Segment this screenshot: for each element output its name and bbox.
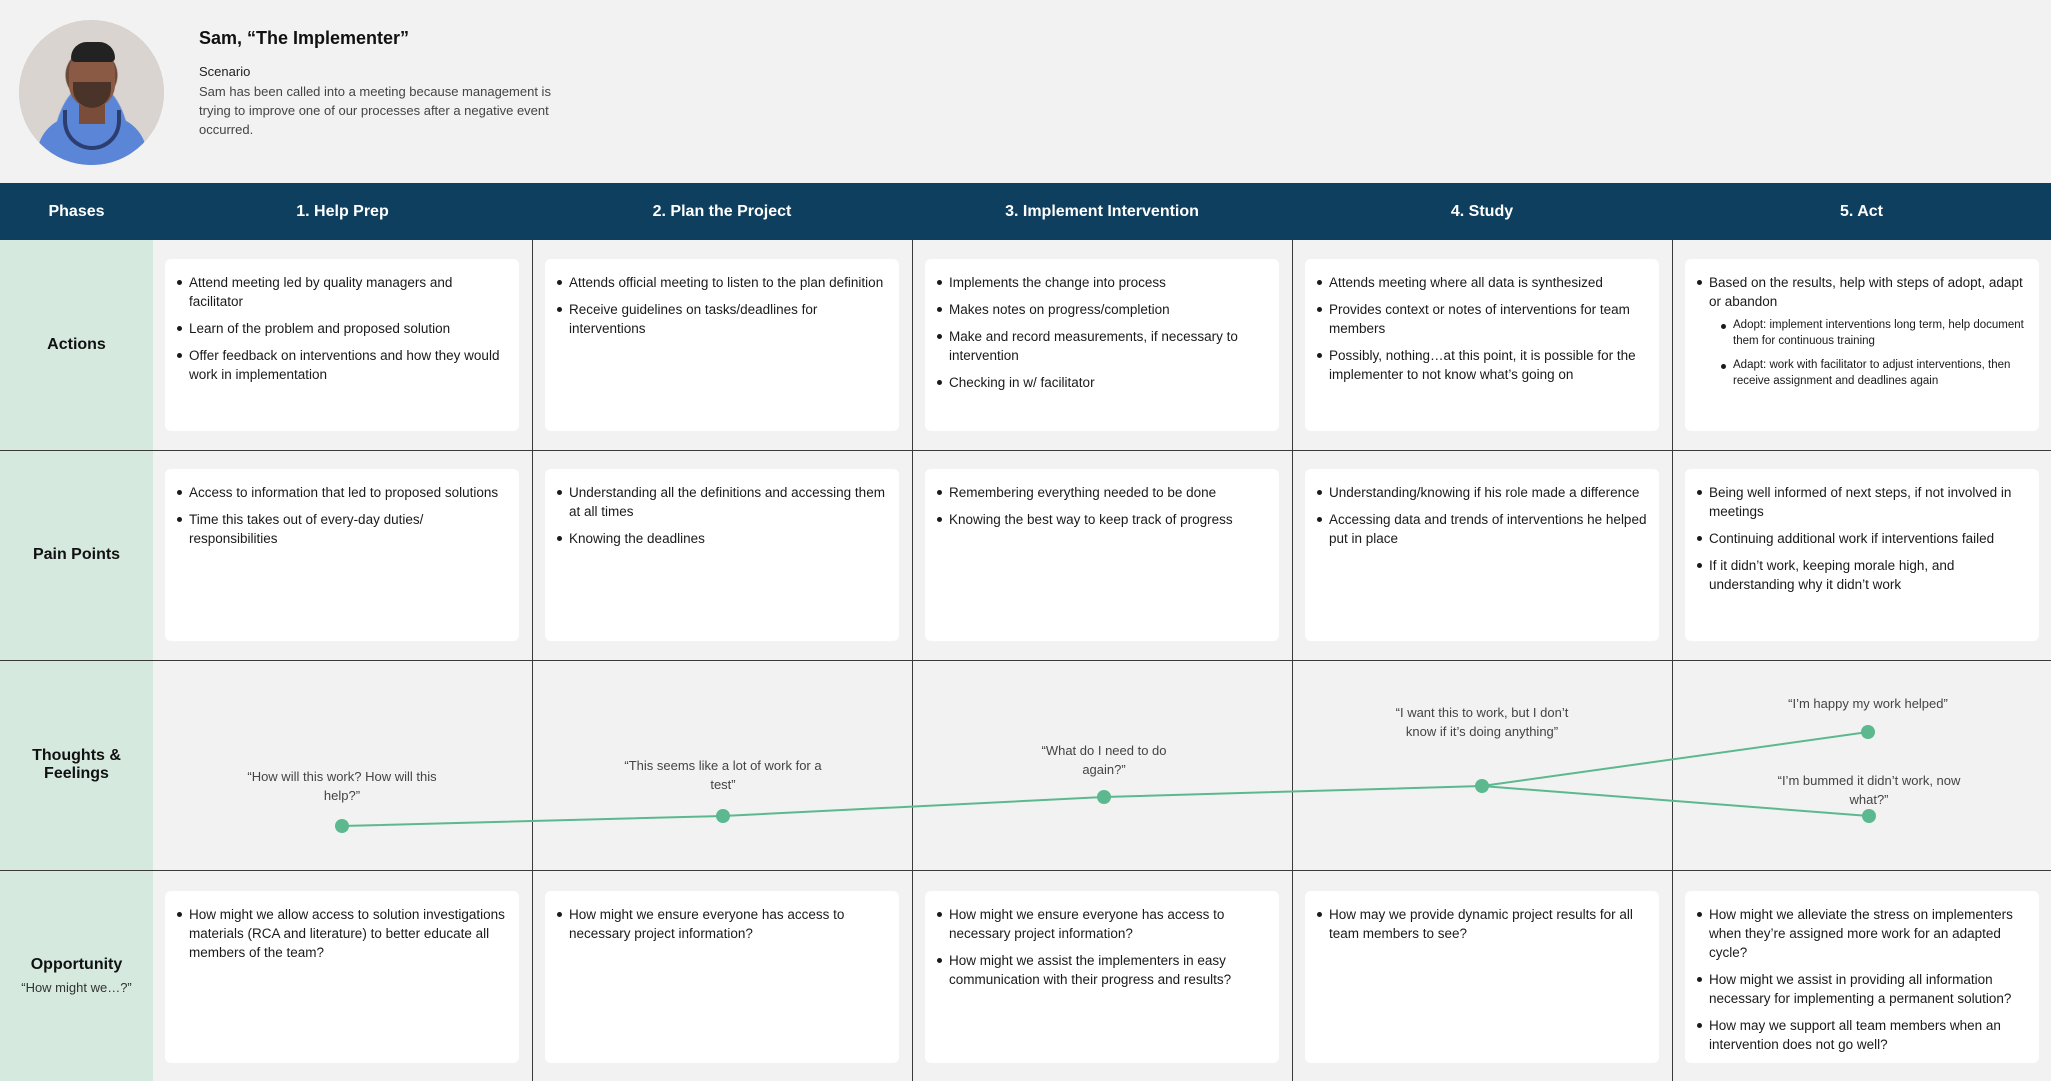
phase-3-title: 3. Implement Intervention xyxy=(1005,202,1199,220)
list-item: Offer feedback on interventions and how they would work in implementation xyxy=(177,346,507,384)
list-item: Attends official meeting to listen to the plan definition xyxy=(557,273,887,292)
journey-point xyxy=(335,819,349,833)
journey-point xyxy=(1475,779,1489,793)
thought-quote-phase-5-bummed: “I’m bummed it didn’t work, now what?” xyxy=(1777,773,1961,807)
list-item: Provides context or notes of interventions for team members xyxy=(1317,300,1647,338)
phase-1-title: 1. Help Prep xyxy=(296,202,389,220)
phase-4-title: 4. Study xyxy=(1450,202,1514,220)
sub-list-item: Adopt: implement interventions long term, help document them for continuous training xyxy=(1721,317,2027,349)
list-item: How might we allow access to solution investigations materials (RCA and literature) to better educate all members of the team? xyxy=(177,905,507,962)
list-item: Makes notes on progress/completion xyxy=(937,300,1267,319)
phases-label: Phases xyxy=(48,202,105,220)
list-item: Continuing additional work if interventions failed xyxy=(1697,529,2027,548)
list-item: Receive guidelines on tasks/deadlines for interventions xyxy=(557,300,887,338)
sub-list-item: Adapt: work with facilitator to adjust interventions, then receive assignment and deadlines again xyxy=(1721,357,2027,389)
row-label-actions: Actions xyxy=(47,336,106,353)
opportunity-card-phase-3 xyxy=(925,891,1279,1063)
list-item: Remembering everything needed to be done xyxy=(937,483,1267,502)
journey-point xyxy=(1861,725,1875,739)
list-item: Understanding all the definitions and accessing them at all times xyxy=(557,483,887,521)
row-label-thoughts: Thoughts & Feelings xyxy=(32,747,121,782)
row-label-pain-points: Pain Points xyxy=(32,546,121,563)
list-item: Time this takes out of every-day duties/ responsibilities xyxy=(177,510,507,548)
opportunity-card-phase-4 xyxy=(1305,891,1659,1063)
list-item: Checking in w/ facilitator xyxy=(937,373,1267,392)
list-item: Attends meeting where all data is synthesized xyxy=(1317,273,1647,292)
list-item: How might we assist the implementers in easy communication with their progress and results? xyxy=(937,951,1267,989)
thought-quote-phase-3: “What do I need to do again?” xyxy=(1041,743,1167,777)
list-item: How might we alleviate the stress on implementers when they’re assigned more work for an adapted cycle? xyxy=(1697,905,2027,962)
persona-name: Sam, “The Implementer” xyxy=(199,28,410,48)
list-item: Being well informed of next steps, if not involved in meetings xyxy=(1697,483,2027,521)
thought-quote-phase-2: “This seems like a lot of work for a test” xyxy=(624,758,822,792)
opportunity-card-phase-5 xyxy=(1685,891,2039,1063)
scenario-text: Sam has been called into a meeting because management is trying to improve one of our processes after a negative event occurred. xyxy=(199,84,551,137)
list-item: Understanding/knowing if his role made a difference xyxy=(1317,483,1647,502)
phase-2-title: 2. Plan the Project xyxy=(652,202,792,220)
list-item: Access to information that led to proposed solutions xyxy=(177,483,507,502)
list-item: Implements the change into process xyxy=(937,273,1267,292)
list-item: Based on the results, help with steps of adopt, adapt or abandon Adopt: implement interventions long term, help document them for continuous training Adapt: work with facilitator to adjust interventions, then receive assignment and deadlines again xyxy=(1697,273,2027,389)
thought-quote-phase-5-happy: “I’m happy my work helped” xyxy=(1788,696,1948,711)
list-item: Knowing the deadlines xyxy=(557,529,887,548)
list-item: Make and record measurements, if necessary to intervention xyxy=(937,327,1267,365)
list-item: How might we ensure everyone has access to necessary project information? xyxy=(557,905,887,943)
list-item: How might we assist in providing all information necessary for implementing a permanent solution? xyxy=(1697,970,2027,1008)
row-label-opportunity: Opportunity “How might we…?” xyxy=(21,956,132,995)
opportunity-card-phase-1 xyxy=(165,891,519,1063)
row-label-opportunity-sub: “How might we…?” xyxy=(21,980,132,995)
list-item: Learn of the problem and proposed solution xyxy=(177,319,507,338)
scenario-label: Scenario xyxy=(199,64,251,79)
thought-quote-phase-4: “I want this to work, but I don’t know if it’s doing anything” xyxy=(1395,705,1569,739)
list-item: How may we support all team members when an intervention does not go well? xyxy=(1697,1016,2027,1054)
journey-point xyxy=(716,809,730,823)
journey-point xyxy=(1862,809,1876,823)
list-item: How might we ensure everyone has access to necessary project information? xyxy=(937,905,1267,943)
thought-quote-phase-1: “How will this work? How will this help?” xyxy=(247,769,437,803)
list-item: Possibly, nothing…at this point, it is possible for the implementer to not know what’s going on xyxy=(1317,346,1647,384)
list-item: Accessing data and trends of interventions he helped put in place xyxy=(1317,510,1647,548)
phase-5-title: 5. Act xyxy=(1840,202,1883,220)
list-item: Attend meeting led by quality managers and facilitator xyxy=(177,273,507,311)
journey-point xyxy=(1097,790,1111,804)
list-item: Knowing the best way to keep track of progress xyxy=(937,510,1267,529)
list-item: If it didn’t work, keeping morale high, and understanding why it didn’t work xyxy=(1697,556,2027,594)
opportunity-card-phase-2 xyxy=(545,891,899,1063)
list-item: How may we provide dynamic project results for all team members to see? xyxy=(1317,905,1647,943)
